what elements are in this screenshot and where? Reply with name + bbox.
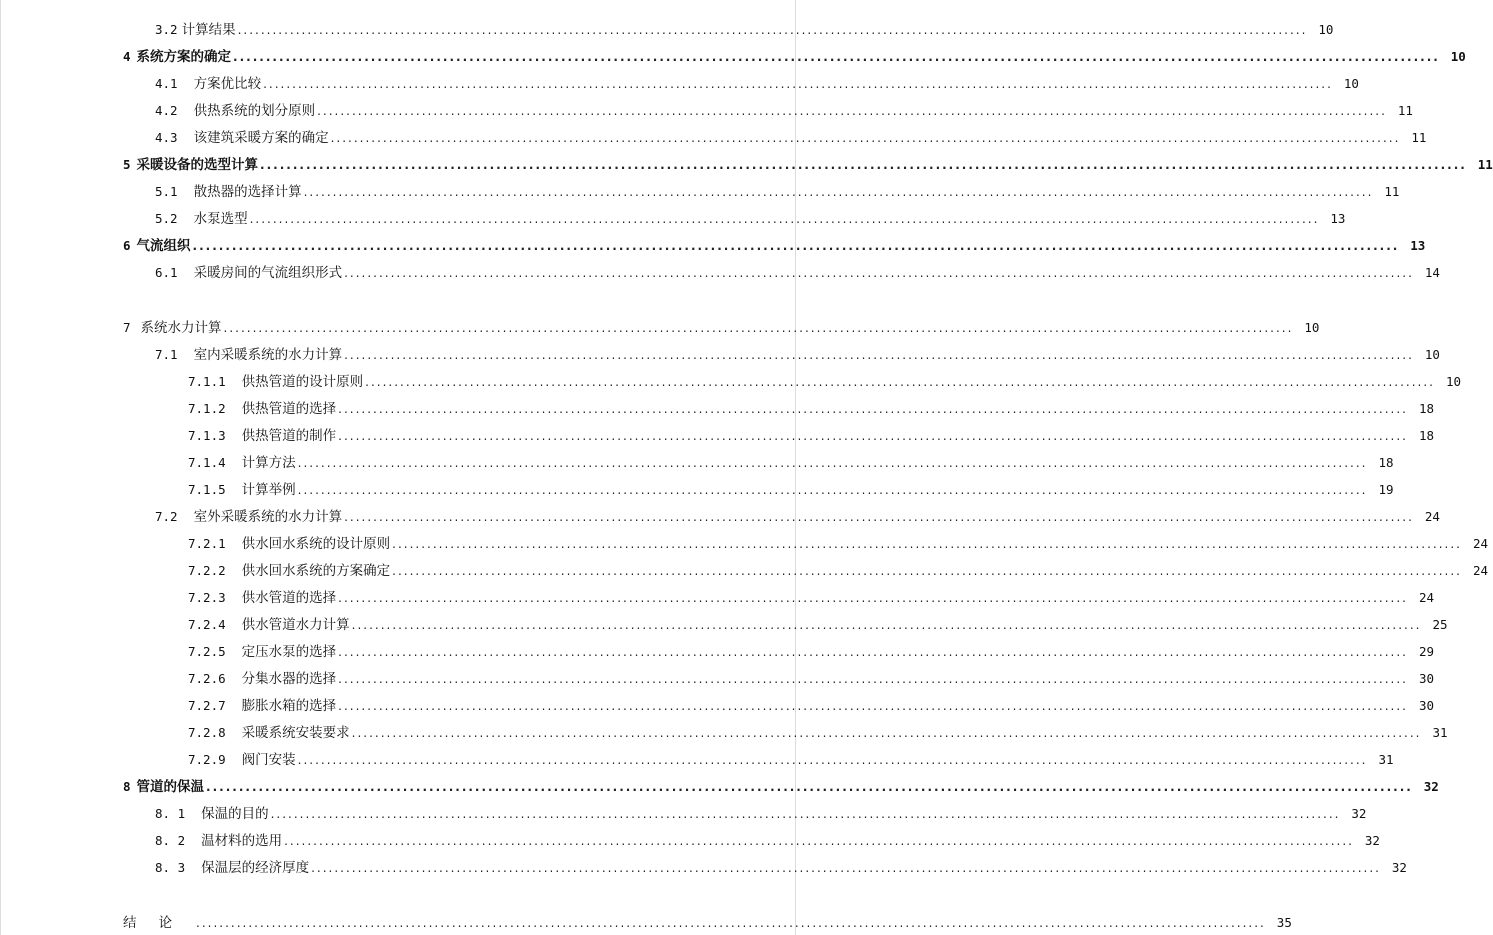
toc-entry[interactable] xyxy=(155,16,1334,38)
dot-leader: ........................................................................................................................................................................................ xyxy=(284,834,1354,848)
toc-entry-number: 4.3 xyxy=(155,130,178,145)
toc-entry-page-number: 24 xyxy=(1418,590,1434,605)
toc-entry[interactable] xyxy=(155,70,1359,92)
toc-entry-title: 管道的保温 xyxy=(136,779,205,795)
dot-leader: ........................................................................................................................................................................................ xyxy=(338,402,1408,416)
toc-entry[interactable] xyxy=(155,97,1413,119)
toc-entry[interactable] xyxy=(188,719,1448,741)
toc-entry-number: 7.2.3 xyxy=(188,590,226,605)
toc-entry-title: 供热管道的设计原则 xyxy=(241,374,364,390)
toc-entry-number: 3.2 xyxy=(155,22,178,37)
toc-entry-page-number: 18 xyxy=(1418,401,1434,416)
dot-leader: ........................................................................................................................................................................................ xyxy=(330,131,1401,145)
toc-entry-number: 7.2.5 xyxy=(188,644,226,659)
toc-entry-number: 7.2 xyxy=(155,509,178,524)
toc-entry-page-number: 18 xyxy=(1418,428,1434,443)
toc-entry-title: 采暖房间的气流组织形式 xyxy=(193,265,343,281)
toc-entry-page-number: 10 xyxy=(1343,76,1359,91)
toc-entry-page-number: 32 xyxy=(1423,779,1439,794)
dot-leader: ........................................................................................................................................................................................ xyxy=(351,618,1422,632)
toc-entry-title: 水泵选型 xyxy=(193,211,248,227)
toc-entry-number: 5.1 xyxy=(155,184,178,199)
dot-leader: ........................................................................................................................................................................................ xyxy=(303,185,1374,199)
toc-entry-page-number: 10 xyxy=(1304,320,1320,335)
toc-entry-page-number: 30 xyxy=(1418,671,1434,686)
toc-entry-title: 计算举例 xyxy=(241,482,296,498)
toc-entry-number: 4 xyxy=(123,49,131,64)
toc-entry-page-number: 13 xyxy=(1330,211,1346,226)
toc-entry-page-number: 24 xyxy=(1472,536,1488,551)
toc-entry-page-number: 25 xyxy=(1432,617,1448,632)
toc-entry[interactable] xyxy=(188,449,1394,471)
toc-entry[interactable] xyxy=(188,557,1488,579)
toc-entry-title: 保温层的经济厚度 xyxy=(201,860,310,876)
toc-entry-number: 5 xyxy=(123,157,131,172)
toc-entry-number: 7.1.4 xyxy=(188,455,226,470)
toc-entry-page-number: 10 xyxy=(1450,49,1466,64)
dot-leader: ........................................................................................................................................................................................ xyxy=(317,104,1387,118)
dot-leader: ........................................................................................................................................................................................ xyxy=(311,861,1381,875)
toc-entry-title: 供水管道的选择 xyxy=(241,590,337,606)
toc-entry-number: 8. 2 xyxy=(155,833,186,848)
toc-entry-title: 温材料的选用 xyxy=(201,833,283,849)
dot-leader: ........................................................................................................................................................................................ xyxy=(237,23,1308,37)
toc-entry-page-number: 11 xyxy=(1384,184,1400,199)
toc-entry[interactable] xyxy=(188,584,1434,606)
dot-leader: ........................................................................................................................................................................................ xyxy=(270,807,1341,821)
toc-entry-title: 供水回水系统的方案确定 xyxy=(241,563,391,579)
toc-entry-title: 采暖系统安装要求 xyxy=(241,725,350,741)
toc-entry[interactable] xyxy=(123,314,1320,336)
dot-leader: ........................................................................................................................................................................................ xyxy=(338,699,1408,713)
toc-entry-page-number: 35 xyxy=(1276,915,1292,930)
toc-entry[interactable] xyxy=(155,178,1400,200)
toc-entry-page-number: 10 xyxy=(1445,374,1461,389)
toc-entry[interactable] xyxy=(155,854,1407,876)
dot-leader: ........................................................................................................................................................................................ xyxy=(192,239,1400,253)
toc-entry[interactable] xyxy=(188,395,1434,417)
dot-leader: ........................................................................................................................................................................................ xyxy=(223,321,1294,335)
dot-leader: ........................................................................................................................................................................................ xyxy=(338,645,1408,659)
toc-entry[interactable] xyxy=(155,259,1440,281)
toc-entry-number: 7.2.6 xyxy=(188,671,226,686)
toc-entry[interactable] xyxy=(123,151,1493,173)
dot-leader: ........................................................................................................................................................................................ xyxy=(263,77,1333,91)
toc-entry-title: 室外采暖系统的水力计算 xyxy=(193,509,343,525)
dot-leader: ........................................................................................................................................................................................ xyxy=(344,348,1414,362)
toc-entry-title: 供水回水系统的设计原则 xyxy=(241,536,391,552)
toc-entry-number: 5.2 xyxy=(155,211,178,226)
toc-entry-page-number: 18 xyxy=(1378,455,1394,470)
toc-entry[interactable] xyxy=(188,422,1434,444)
toc-entry[interactable] xyxy=(155,800,1367,822)
toc-entry[interactable] xyxy=(123,232,1426,254)
toc-entry-page-number: 32 xyxy=(1391,860,1407,875)
dot-leader: ........................................................................................................................................................................................ xyxy=(338,672,1408,686)
toc-entry-title: 阀门安装 xyxy=(241,752,296,768)
toc-entry-page-number: 24 xyxy=(1424,509,1440,524)
toc-entry[interactable] xyxy=(123,43,1466,65)
toc-entry-number: 7 xyxy=(123,320,131,335)
dot-leader: ........................................................................................................................................................................................ xyxy=(392,537,1462,551)
toc-entry[interactable] xyxy=(188,611,1448,633)
toc-entry[interactable] xyxy=(188,368,1461,390)
toc-entry-number: 7.1.1 xyxy=(188,374,226,389)
toc-entry-page-number: 11 xyxy=(1397,103,1413,118)
toc-entry-title: 计算方法 xyxy=(241,455,296,471)
toc-entry-page-number: 32 xyxy=(1364,833,1380,848)
toc-entry-number: 6.1 xyxy=(155,265,178,280)
toc-entry-title: 分集水器的选择 xyxy=(241,671,337,687)
toc-entry-title: 供热管道的选择 xyxy=(241,401,337,417)
toc-entry[interactable] xyxy=(155,827,1380,849)
toc-entry-title: 保温的目的 xyxy=(201,806,269,822)
toc-entry[interactable] xyxy=(188,476,1394,498)
toc-entry-number: 4.2 xyxy=(155,103,178,118)
toc-entry-number: 8 xyxy=(123,779,131,794)
toc-entry[interactable] xyxy=(123,909,1292,931)
toc-entry-number: 7.2.8 xyxy=(188,725,226,740)
dot-leader: ........................................................................................................................................................................................ xyxy=(297,483,1368,497)
toc-entry-number: 7.1.3 xyxy=(188,428,226,443)
dot-leader: ........................................................................................................................................................................................ xyxy=(344,266,1414,280)
toc-entry-title: 散热器的选择计算 xyxy=(193,184,302,200)
toc-entry-number: 7.2.4 xyxy=(188,617,226,632)
dot-leader: ........................................................................................................................................................................................ xyxy=(297,753,1368,767)
toc-entry-number: 8. 3 xyxy=(155,860,186,875)
toc-entry-number: 6 xyxy=(123,238,131,253)
toc-entry-title: 计算结果 xyxy=(181,22,236,38)
dot-leader: ........................................................................................................................................................................................ xyxy=(260,158,1467,172)
toc-entry-number: 7.2.1 xyxy=(188,536,226,551)
dot-leader: ........................................................................................................................................................................................ xyxy=(249,212,1320,226)
toc-entry[interactable] xyxy=(188,692,1434,714)
toc-entry-page-number: 13 xyxy=(1410,238,1426,253)
toc-entry[interactable] xyxy=(188,530,1488,552)
dot-leader: ........................................................................................................................................................................................ xyxy=(233,50,1440,64)
toc-entry-number: 7.2.9 xyxy=(188,752,226,767)
dot-leader: ........................................................................................................................................................................................ xyxy=(351,726,1422,740)
toc-entry-number: 7.1.5 xyxy=(188,482,226,497)
dot-leader: ........................................................................................................................................................................................ xyxy=(344,510,1414,524)
toc-entry-title: 采暖设备的选型计算 xyxy=(136,157,259,173)
toc-entry-page-number: 30 xyxy=(1418,698,1434,713)
toc-entry[interactable] xyxy=(123,773,1439,795)
dot-leader: ........................................................................................................................................................................................ xyxy=(338,591,1408,605)
toc-entry[interactable] xyxy=(155,124,1427,146)
toc-entry-title: 方案优比较 xyxy=(193,76,262,92)
toc-entry-number: 8. 1 xyxy=(155,806,186,821)
toc-entry-title: 供水管道水力计算 xyxy=(241,617,350,633)
toc-entry[interactable] xyxy=(155,205,1346,227)
toc-entry-page-number: 32 xyxy=(1351,806,1367,821)
dot-leader: ........................................................................................................................................................................................ xyxy=(392,564,1462,578)
toc-entry-page-number: 11 xyxy=(1477,157,1493,172)
toc-entry-number: 7.2.2 xyxy=(188,563,226,578)
dot-leader: ........................................................................................................................................................................................ xyxy=(297,456,1368,470)
toc-entry-number: 4.1 xyxy=(155,76,178,91)
toc-entry-number: 7.1.2 xyxy=(188,401,226,416)
toc-entry-page-number: 29 xyxy=(1418,644,1434,659)
toc-entry-page-number: 19 xyxy=(1378,482,1394,497)
toc-entry-page-number: 14 xyxy=(1424,265,1440,280)
dot-leader: ........................................................................................................................................................................................ xyxy=(206,780,1413,794)
dot-leader: ........................................................................................................................................................................................ xyxy=(338,429,1408,443)
toc-entry-title: 系统水力计算 xyxy=(140,320,222,336)
toc-entry-title: 膨胀水箱的选择 xyxy=(241,698,337,714)
toc-entry[interactable] xyxy=(188,746,1394,768)
toc-entry-page-number: 10 xyxy=(1424,347,1440,362)
toc-entry-page-number: 24 xyxy=(1472,563,1488,578)
toc-entry-title: 系统方案的确定 xyxy=(136,49,232,65)
dot-leader: ........................................................................................................................................................................................ xyxy=(196,916,1266,930)
toc-entry[interactable] xyxy=(188,665,1434,687)
toc-entry-title: 室内采暖系统的水力计算 xyxy=(193,347,343,363)
toc-entry[interactable] xyxy=(155,503,1440,525)
dot-leader: ........................................................................................................................................................................................ xyxy=(365,375,1435,389)
toc-entry-title: 定压水泵的选择 xyxy=(241,644,337,660)
toc-entry-page-number: 31 xyxy=(1432,725,1448,740)
toc-entry-page-number: 10 xyxy=(1318,22,1334,37)
toc-entry-title: 供热管道的制作 xyxy=(241,428,337,444)
toc-entry[interactable] xyxy=(155,341,1440,363)
toc-entry-title: 供热系统的划分原则 xyxy=(193,103,316,119)
toc-entry-page-number: 31 xyxy=(1378,752,1394,767)
toc-entry-number: 7.2.7 xyxy=(188,698,226,713)
toc-entry[interactable] xyxy=(188,638,1434,660)
toc-entry-title: 该建筑采暖方案的确定 xyxy=(193,130,329,146)
toc-entry-number: 7.1 xyxy=(155,347,178,362)
toc-entry-title: 气流组织 xyxy=(136,238,191,254)
toc-entry-title: 结论 xyxy=(123,915,194,931)
toc-entry-page-number: 11 xyxy=(1411,130,1427,145)
